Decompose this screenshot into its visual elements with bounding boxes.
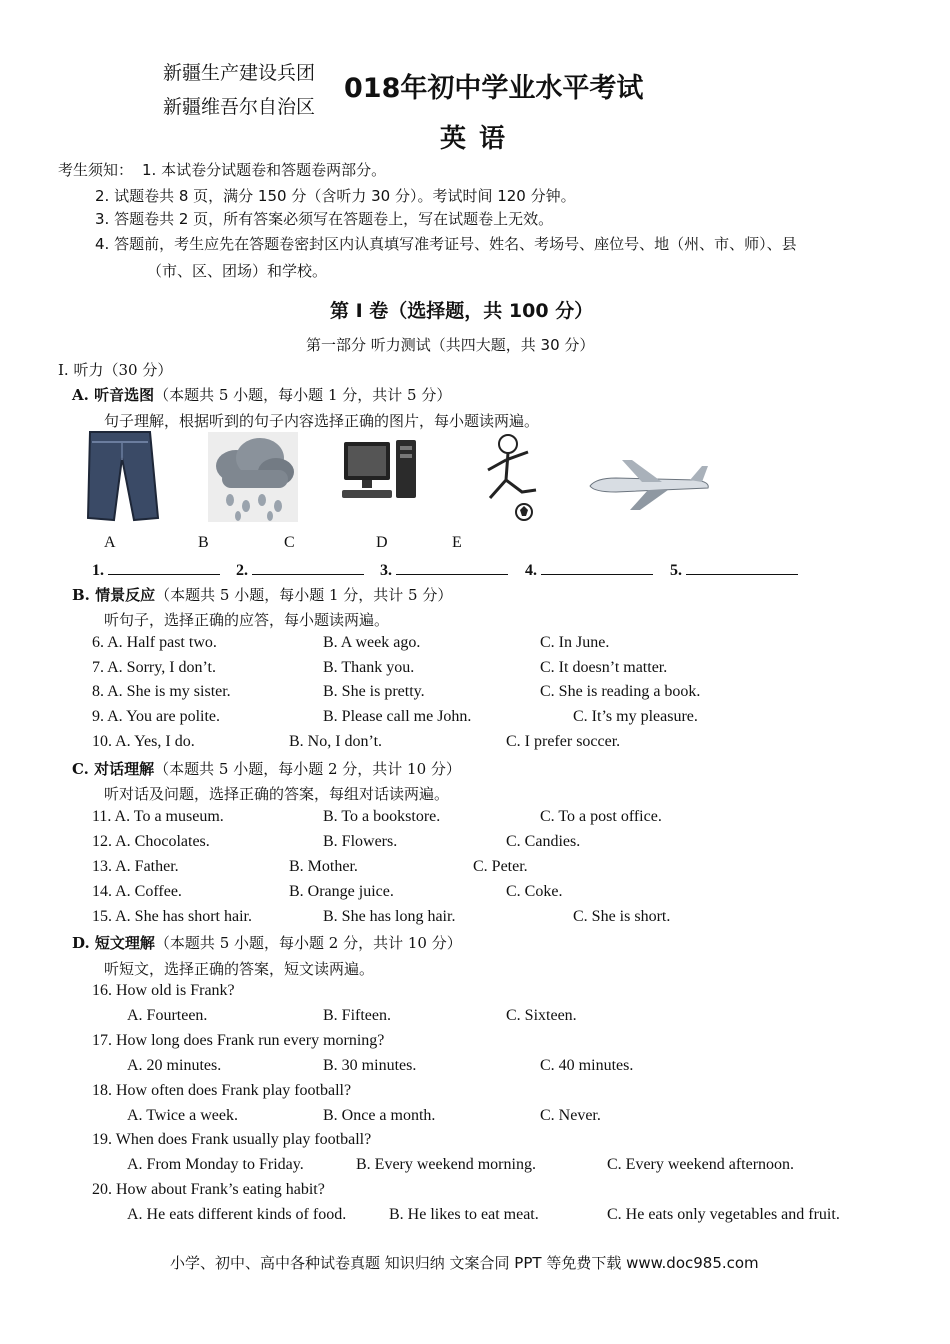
section-c-title: C. 对话理解 (72, 760, 155, 778)
answer-blank-4[interactable]: 4. (525, 560, 653, 580)
notice-item-1: 1. 本试卷分试题卷和答题卷两部分。 (142, 161, 387, 179)
q18-question: 18. How often does Frank play football? (92, 1082, 352, 1099)
picture-letter-d: D (376, 534, 388, 551)
rain-cloud-icon (208, 432, 298, 522)
q17-option-b: B. 30 minutes. (323, 1057, 417, 1074)
notice-item-3: 3. 答题卷共 2 页，所有答案必须写在答题卷上，写在试题卷上无效。 (95, 210, 554, 228)
q8-option-b: B. She is pretty. (323, 683, 425, 700)
q20-option-b: B. He likes to eat meat. (389, 1206, 539, 1223)
q9-option-a: 9. A. You are polite. (92, 708, 220, 725)
q19-option-c: C. Every weekend afternoon. (607, 1156, 795, 1173)
jeans-icon (82, 430, 162, 522)
q6-option-a: 6. A. Half past two. (92, 634, 217, 651)
q19-option-b: B. Every weekend morning. (356, 1156, 536, 1173)
q20-option-a: A. He eats different kinds of food. (127, 1206, 347, 1223)
picture-letter-e: E (452, 534, 462, 551)
q6-option-b: B. A week ago. (323, 634, 421, 651)
q13-option-a: 13. A. Father. (92, 858, 179, 875)
answer-blank-3[interactable]: 3. (380, 560, 508, 580)
q15-option-b: B. She has long hair. (323, 908, 456, 925)
section-a-title: A. 听音选图 (72, 386, 155, 404)
footer-text: 小学、初中、高中各种试卷真题 知识归纳 文案合同 PPT 等免费下载 www.doc985.com (170, 1254, 759, 1272)
picture-letter-b: B (198, 534, 209, 551)
q20-question: 20. How about Frank’s eating habit? (92, 1181, 325, 1198)
notice-label: 考生须知： (58, 161, 134, 179)
q10-option-a: 10. A. Yes, I do. (92, 733, 195, 750)
section-d-instruction: 听短文，选择正确的答案，短文读两遍。 (104, 960, 375, 978)
section-c-instruction: 听对话及问题，选择正确的答案，每组对话读两遍。 (104, 785, 450, 803)
subject-title: 英 语 (440, 124, 508, 154)
airplane-icon (586, 456, 714, 512)
q15-option-a: 15. A. She has short hair. (92, 908, 252, 925)
q9-option-c: C. It’s my pleasure. (573, 708, 698, 725)
section-b-title: B. 情景反应 (72, 586, 156, 604)
answer-blank-1[interactable]: 1. (92, 560, 220, 580)
section-b-instruction: 听句子，选择正确的应答，每小题读两遍。 (104, 611, 390, 629)
part-title: 第一部分 听力测试（共四大题，共 30 分） (306, 336, 595, 354)
q20-option-c: C. He eats only vegetables and fruit. (607, 1206, 840, 1223)
q17-option-c: C. 40 minutes. (540, 1057, 634, 1074)
answer-blank-5[interactable]: 5. (670, 560, 798, 580)
q16-question: 16. How old is Frank? (92, 982, 235, 999)
q18-option-b: B. Once a month. (323, 1107, 436, 1124)
q6-option-c: C. In June. (540, 634, 610, 651)
region-label-1: 新疆生产建设兵团 (163, 62, 316, 84)
section-title: I. 听力（30 分） (58, 361, 173, 379)
exam-title: 018年初中学业水平考试 (344, 73, 644, 104)
q16-option-c: C. Sixteen. (506, 1007, 577, 1024)
q17-question: 17. How long does Frank run every morning? (92, 1032, 385, 1049)
q13-option-b: B. Mother. (289, 858, 358, 875)
section-a-instruction: 句子理解，根据听到的句子内容选择正确的图片，每小题读两遍。 (104, 412, 540, 430)
q10-option-b: B. No, I don’t. (289, 733, 383, 750)
q18-option-c: C. Never. (540, 1107, 601, 1124)
q13-option-c: C. Peter. (473, 858, 528, 875)
q8-option-c: C. She is reading a book. (540, 683, 701, 700)
q14-option-c: C. Coke. (506, 883, 563, 900)
soccer-boy-icon (466, 432, 552, 522)
region-label-2: 新疆维吾尔自治区 (163, 96, 316, 118)
q16-option-b: B. Fifteen. (323, 1007, 391, 1024)
q11-option-c: C. To a post office. (540, 808, 662, 825)
notice-item-2: 2. 试题卷共 8 页，满分 150 分（含听力 30 分）。考试时间 120 分钟。 (95, 187, 576, 205)
q11-option-a: 11. A. To a museum. (92, 808, 224, 825)
picture-letter-c: C (284, 534, 295, 551)
q7-option-a: 7. A. Sorry, I don’t. (92, 659, 216, 676)
notice-item-4-cont: （市、区、团场）和学校。 (147, 262, 328, 280)
q12-option-a: 12. A. Chocolates. (92, 833, 210, 850)
q12-option-b: B. Flowers. (323, 833, 398, 850)
q10-option-c: C. I prefer soccer. (506, 733, 621, 750)
q7-option-b: B. Thank you. (323, 659, 415, 676)
section-d-title: D. 短文理解 (72, 934, 155, 952)
q7-option-c: C. It doesn’t matter. (540, 659, 668, 676)
section-d-note: （本题共 5 小题，每小题 2 分，共计 10 分） (154, 934, 462, 952)
q15-option-c: C. She is short. (573, 908, 671, 925)
q19-option-a: A. From Monday to Friday. (127, 1156, 304, 1173)
q12-option-c: C. Candies. (506, 833, 581, 850)
q16-option-a: A. Fourteen. (127, 1007, 208, 1024)
q8-option-a: 8. A. She is my sister. (92, 683, 231, 700)
q11-option-b: B. To a bookstore. (323, 808, 441, 825)
q9-option-b: B. Please call me John. (323, 708, 472, 725)
q18-option-a: A. Twice a week. (127, 1107, 238, 1124)
section-b-note: （本题共 5 小题，每小题 1 分，共计 5 分） (155, 586, 453, 604)
volume-title: 第 I 卷（选择题，共 100 分） (330, 300, 594, 322)
picture-letter-a: A (104, 534, 116, 551)
section-c-note: （本题共 5 小题，每小题 2 分，共计 10 分） (154, 760, 461, 778)
section-a-note: （本题共 5 小题，每小题 1 分，共计 5 分） (154, 386, 452, 404)
q14-option-b: B. Orange juice. (289, 883, 394, 900)
answer-blank-2[interactable]: 2. (236, 560, 364, 580)
notice-item-4: 4. 答题前，考生应先在答题卷密封区内认真填写准考证号、姓名、考场号、座位号、地（州、市、师）、县 (95, 235, 797, 253)
q17-option-a: A. 20 minutes. (127, 1057, 222, 1074)
q14-option-a: 14. A. Coffee. (92, 883, 182, 900)
computer-icon (340, 438, 420, 506)
q19-question: 19. When does Frank usually play football? (92, 1131, 372, 1148)
